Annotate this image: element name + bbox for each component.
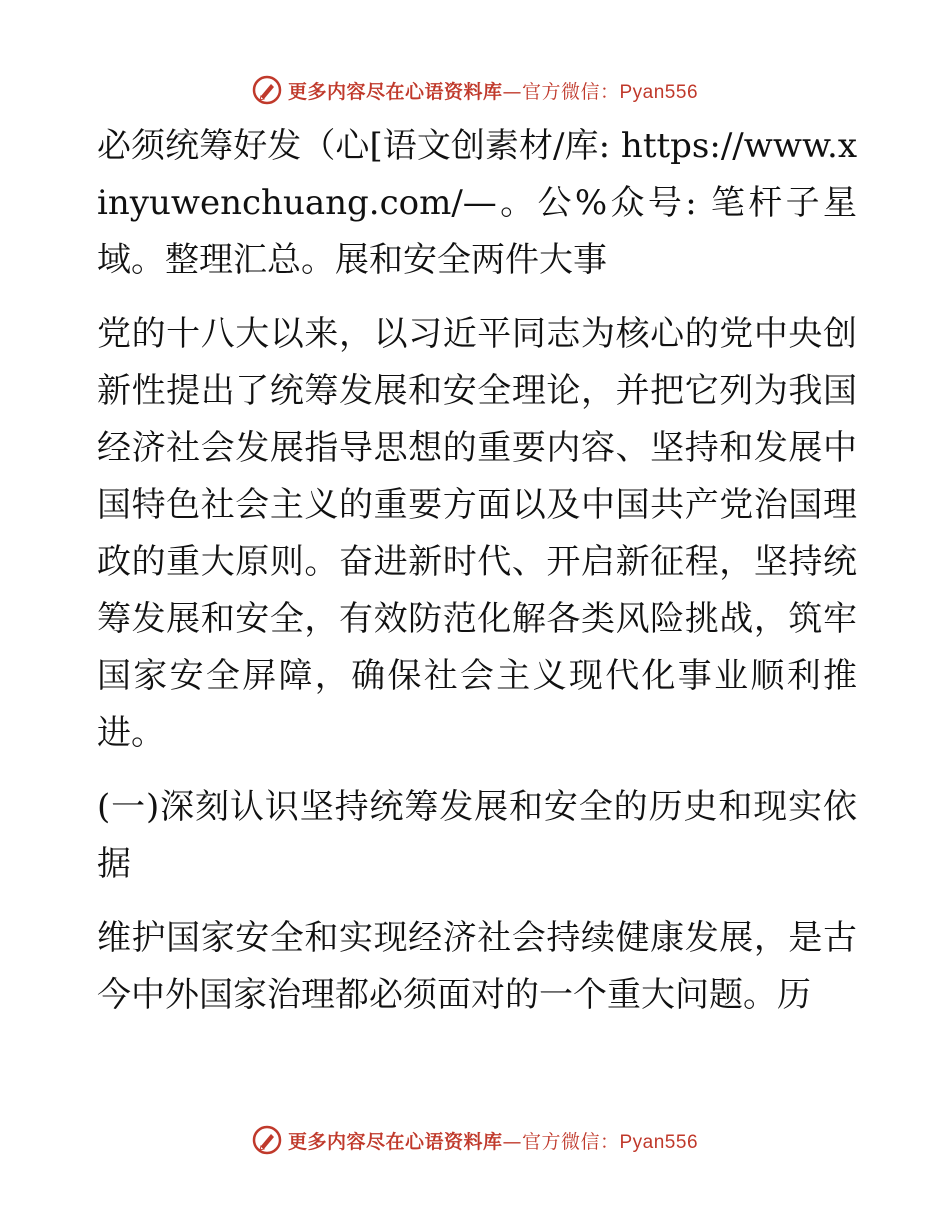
section-heading: (一)深刻认识坚持统筹发展和安全的历史和现实依据 [97,787,857,884]
watermark-dash: — [502,80,522,103]
watermark-slogan: 更多内容尽在心语资料库 [287,80,503,103]
header-watermark [0,70,950,110]
watermark-slogan: 更多内容尽在心语资料库 [287,1130,503,1153]
paragraph-intro: 必须统筹好发（心[语文创素材/库: https://www.xinyuwenchuang.com/—。公%众号: 笔杆子星域。整理汇总。展和安全两件大事 [97,126,857,280]
paragraph-history: 维护国家安全和实现经济社会持续健康发展，是古今中外国家治理都必须面对的一个重大问题。历 [97,918,857,1015]
footer-watermark [0,1120,950,1160]
watermark-text [288,77,698,104]
pen-logo-icon [252,75,282,105]
watermark-wechat-label: 官方微信： [521,80,620,103]
watermark-wechat-id: Pyan556 [619,81,699,103]
watermark-wechat-label: 官方微信： [521,1130,620,1153]
watermark-dash: — [502,1130,522,1153]
document-body [97,118,857,1024]
pen-logo-icon [252,1125,282,1155]
watermark-text [288,1127,698,1154]
watermark-wechat-id: Pyan556 [619,1131,699,1153]
paragraph-overview: 党的十八大以来，以习近平同志为核心的党中央创新性提出了统筹发展和安全理论，并把它列为我国经济社会发展指导思想的重要内容、坚持和发展中国特色社会主义的重要方面以及中国共产党治国理政的重大原则。奋进新时代、开启新征程，坚持统筹发展和安全，有效防范化解各类风险挑战，筑牢国家安全屏障，确保社会主义现代化事业顺利推进。 [97,314,857,753]
